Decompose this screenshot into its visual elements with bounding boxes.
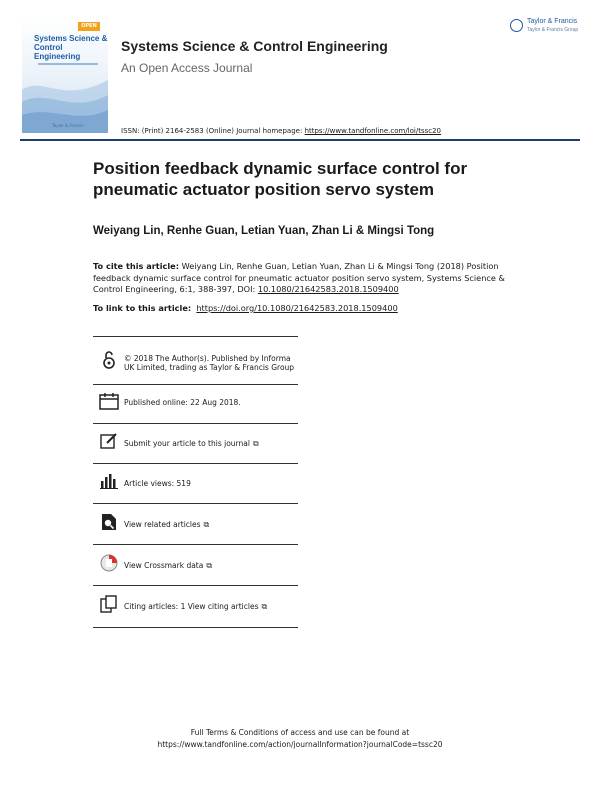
citation-text: Weiyang Lin, Renhe Guan, Letian Yuan, Zhan Li & Mingsi Tong (2018) Position feedback dynamic surface control for pneumatic actuator position servo system, Systems Science & Control Engineering, 6:1, 388-397, DOI: — [93, 261, 505, 294]
panel-rule — [93, 463, 298, 464]
citing-row[interactable] — [93, 592, 298, 632]
publisher-logo[interactable] — [510, 17, 586, 37]
crossmark-link[interactable] — [124, 561, 300, 570]
panel-rule — [93, 384, 298, 385]
external-link-icon: ⧉ — [203, 520, 210, 529]
views-text: Article views: 519 — [124, 479, 191, 488]
panel-rule — [93, 627, 298, 628]
article-title: Position feedback dynamic surface control for pneumatic actuator position servo system — [93, 159, 468, 199]
open-access-lock-icon — [99, 350, 119, 370]
article-authors: Weiyang Lin, Renhe Guan, Letian Yuan, Zhan Li & Mingsi Tong — [93, 225, 435, 237]
edit-pen-icon — [99, 431, 119, 451]
panel-rule — [93, 544, 298, 545]
footer — [0, 727, 600, 751]
publisher-name: Taylor & Francis — [527, 18, 578, 25]
submit-link[interactable] — [124, 439, 300, 448]
citation-doi-link[interactable]: 10.1080/21642583.2018.1509400 — [257, 284, 399, 294]
citing-link[interactable] — [124, 602, 300, 611]
citing-label: Citing articles: 1 View citing articles — [124, 602, 259, 611]
copy-documents-icon — [99, 594, 119, 614]
cover-title: Systems Science & Control Engineering — [34, 34, 108, 61]
panel-rule — [93, 423, 298, 424]
calendar-icon — [99, 391, 119, 411]
journal-subtitle: An Open Access Journal — [121, 61, 253, 75]
article-link-block — [93, 303, 398, 313]
issn-line — [121, 127, 441, 135]
document-search-icon — [99, 512, 119, 532]
related-label: View related articles — [124, 520, 201, 529]
related-link[interactable] — [124, 520, 300, 529]
crossmark-icon — [99, 553, 119, 573]
open-access-badge: OPEN — [78, 22, 100, 31]
footer-url[interactable]: https://www.tandfonline.com/action/journalInformation?journalCode=tssc20 — [157, 740, 443, 749]
external-link-icon: ⧉ — [261, 602, 268, 611]
journal-cover — [22, 15, 108, 133]
submit-label: Submit your article to this journal — [124, 439, 250, 448]
journal-title: Systems Science & Control Engineering — [121, 38, 388, 54]
publisher-group: Taylor & Francis Group — [527, 27, 579, 33]
external-link-icon: ⧉ — [252, 439, 259, 448]
cover-divider — [38, 63, 98, 65]
issn-text: ISSN: (Print) 2164-2583 (Online) Journal homepage: — [121, 127, 305, 135]
article-doi-link[interactable]: https://doi.org/10.1080/21642583.2018.1509400 — [196, 303, 398, 313]
citation-block — [93, 261, 513, 296]
journal-homepage-link[interactable]: https://www.tandfonline.com/loi/tssc20 — [304, 127, 442, 135]
license-text: © 2018 The Author(s). Published by Informa UK Limited, trading as Taylor & Francis Group — [124, 354, 295, 372]
panel-rule — [93, 585, 298, 586]
citation-label: To cite this article: — [93, 261, 179, 271]
published-text: Published online: 22 Aug 2018. — [124, 398, 241, 407]
footer-terms: Full Terms & Conditions of access and use can be found at — [190, 728, 410, 737]
bar-chart-icon — [99, 471, 119, 491]
external-link-icon: ⧉ — [206, 561, 213, 570]
taylor-francis-logo-icon — [510, 19, 523, 32]
link-label: To link to this article: — [93, 303, 192, 313]
cover-publisher: Taylor & Francis — [52, 123, 84, 128]
header-rule — [20, 139, 580, 141]
panel-rule — [93, 336, 298, 337]
panel-rule — [93, 503, 298, 504]
crossmark-label: View Crossmark data — [124, 561, 204, 570]
